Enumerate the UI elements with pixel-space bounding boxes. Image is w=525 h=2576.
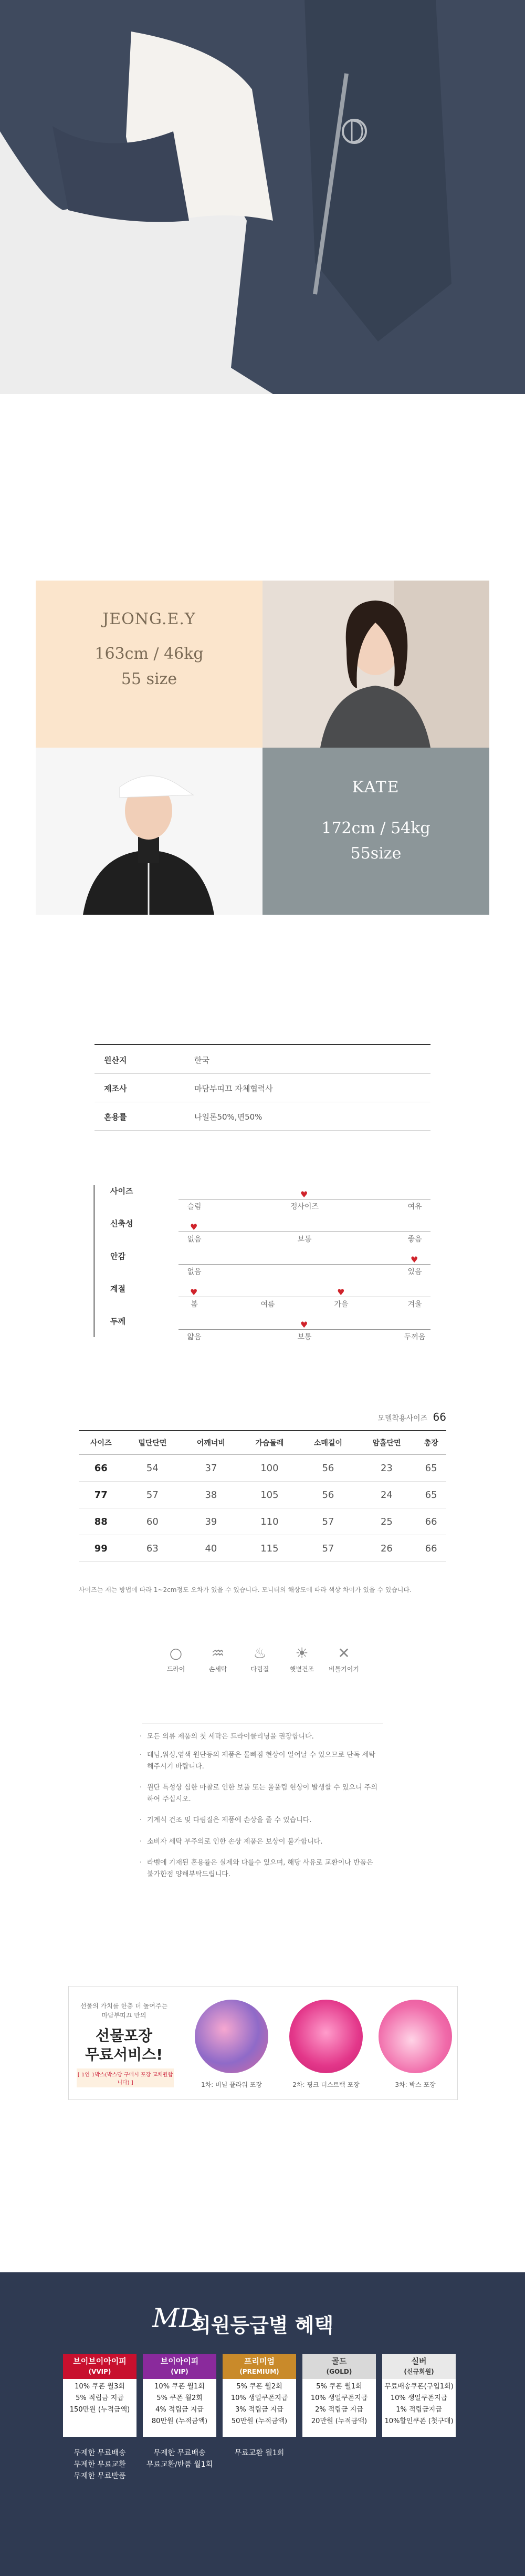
membership-title: 회원등급별 혜택 — [192, 2314, 334, 2337]
fit-option: 없음 — [187, 1268, 202, 1276]
hand-wash-icon — [200, 1644, 236, 1673]
tier-name: 브이브이아이피 — [73, 2356, 127, 2366]
size-cell: 100 — [240, 1455, 299, 1482]
spec-row-material — [94, 1102, 430, 1131]
tier-benefit: 150만원 (누적금액) — [69, 2406, 130, 2414]
size-table — [79, 1430, 446, 1562]
fit-heart-icon: ♥ — [300, 1320, 308, 1330]
fit-row — [89, 1247, 436, 1279]
tier-sub: (GOLD) — [326, 2368, 352, 2375]
tier-benefits — [143, 2379, 216, 2437]
tier-extra-benefits — [143, 2447, 216, 2470]
size-cell: 105 — [240, 1482, 299, 1508]
gift-wrap-banner — [68, 1986, 458, 2100]
no-wring-icon — [326, 1644, 362, 1673]
size-cell: 56 — [299, 1482, 358, 1508]
dry-clean-icon — [158, 1644, 194, 1673]
size-cell: 40 — [182, 1535, 240, 1562]
fit-option: 여름 — [260, 1300, 275, 1309]
fit-option: 있음 — [407, 1268, 422, 1276]
size-cell: 57 — [299, 1535, 358, 1562]
tier-benefit: 5% 적립금 지급 — [76, 2394, 124, 2402]
size-cell: 115 — [240, 1535, 299, 1562]
gift-item-label: 3차: 박스 포장 — [395, 2081, 436, 2088]
model2-stats: 172cm / 54kg — [321, 819, 430, 837]
fit-label: 두께 — [110, 1317, 125, 1326]
size-cell: 63 — [123, 1535, 182, 1562]
size-row — [79, 1482, 446, 1508]
care-note: · 라벨에 기재된 혼용률은 실제와 다를수 있으며, 해당 사유로 교환이나 반품은 불가한점 양해부탁드립니다. — [147, 1857, 378, 1880]
care-label: 다림질 — [250, 1665, 269, 1673]
fit-row — [89, 1182, 436, 1214]
size-cell: 66 — [416, 1508, 446, 1535]
fit-option: 보통 — [297, 1235, 312, 1244]
fit-option: 좋음 — [407, 1235, 422, 1244]
tier-sub: (신규회원) — [404, 2368, 434, 2375]
size-row — [79, 1455, 446, 1482]
spec-value: 나일론50%,면50% — [194, 1112, 262, 1122]
model-size-value: 66 — [433, 1411, 446, 1423]
size-cell: 24 — [358, 1482, 416, 1508]
model1-name: JEONG.E.Y — [102, 610, 196, 628]
tier-benefit: 10%할인쿠폰 (첫구매) — [384, 2417, 454, 2425]
size-row — [79, 1508, 446, 1535]
size-row — [79, 1535, 446, 1562]
care-note: · 모든 의류 제품의 첫 세탁은 드라이클리닝을 권장합니다. — [147, 1731, 378, 1743]
product-detail-photo — [0, 0, 525, 394]
size-cell: 57 — [299, 1508, 358, 1535]
care-glyph: ♨ — [253, 1644, 267, 1662]
tier-extra-benefits — [63, 2447, 136, 2482]
model2-name: KATE — [352, 778, 400, 796]
tier-extra-benefit: 무제한 무료배송 — [74, 2449, 126, 2457]
size-cell: 56 — [299, 1455, 358, 1482]
gift-badge: [ 1인 1박스(박스당 구매시 포장 교체원합니다) ] — [77, 2068, 174, 2087]
tier-column — [382, 2354, 456, 2437]
size-cell: 54 — [123, 1455, 182, 1482]
tier-benefit: 20만원 (누적금액) — [311, 2417, 368, 2425]
size-cell: 26 — [358, 1535, 416, 1562]
size-header: 사이즈 — [79, 1431, 123, 1455]
fit-option: 봄 — [191, 1300, 198, 1309]
care-label: 드라이 — [166, 1665, 185, 1673]
model1-panel — [36, 581, 262, 748]
tier-benefit: 50만원 (누적금액) — [231, 2417, 288, 2425]
fit-option: 얇음 — [187, 1333, 202, 1341]
tier-sub: (VVIP) — [88, 2368, 111, 2375]
tier-name: 브이아이피 — [160, 2356, 199, 2366]
tier-extra-benefit: 무제한 무료반품 — [74, 2472, 126, 2480]
size-cell: 66 — [416, 1535, 446, 1562]
care-note: · 데님,워싱,염색 원단등의 제품은 물빠짐 현상이 일어날 수 있으므로 단독 세탁 해주시기 바랍니다. — [147, 1750, 378, 1773]
care-note: · 소비자 세탁 부주의로 인한 손상 제품은 보상이 불가합니다. — [147, 1836, 378, 1848]
care-glyph: ○ — [169, 1644, 183, 1662]
care-label: 손세탁 — [208, 1665, 227, 1673]
tier-name: 골드 — [331, 2356, 347, 2366]
tier-column — [302, 2354, 376, 2437]
tier-benefit: 4% 적립금 지급 — [155, 2406, 204, 2414]
tier-benefits — [382, 2379, 456, 2437]
model2-panel — [262, 748, 489, 915]
tier-benefit: 10% 생일쿠폰지급 — [230, 2394, 288, 2402]
spec-label: 원산지 — [104, 1056, 127, 1065]
gift-photo-dustbag — [289, 2000, 363, 2073]
care-label: 비틀기이기 — [329, 1665, 359, 1673]
spec-label: 제조사 — [104, 1084, 127, 1093]
tier-header — [63, 2354, 136, 2379]
tier-benefits — [63, 2379, 136, 2437]
size-cell: 66 — [79, 1455, 123, 1482]
fit-row — [89, 1312, 436, 1344]
tier-benefit: 10% 생일쿠폰지급 — [390, 2394, 448, 2402]
gift-item-label: 1차: 비닐 플라워 포장 — [201, 2081, 262, 2088]
model1-stats: 163cm / 46kg — [94, 645, 204, 663]
tier-header — [302, 2354, 376, 2379]
care-note: · 원단 특성상 심한 마찰로 인한 보풀 또는 올풀림 현상이 발생할 수 있으니 주의하여 주십시오. — [147, 1782, 378, 1805]
fit-heart-icon: ♥ — [190, 1287, 198, 1297]
tier-benefit: 3% 적립금 지급 — [235, 2406, 284, 2414]
spec-value: 마담부띠끄 자체협력사 — [194, 1084, 273, 1093]
size-cell: 88 — [79, 1508, 123, 1535]
tier-column — [223, 2354, 296, 2459]
size-cell: 110 — [240, 1508, 299, 1535]
gift-photo-flower — [195, 2000, 268, 2073]
gift-intro: 선물의 가치를 한층 더 높여주는 마담부띠끄 만의 — [80, 2002, 167, 2019]
tier-benefit: 10% 쿠폰 월1회 — [154, 2383, 205, 2391]
size-header: 총장 — [416, 1431, 446, 1455]
tier-header — [223, 2354, 296, 2379]
fit-option: 슬림 — [187, 1203, 202, 1211]
sun-dry-icon — [284, 1644, 320, 1673]
model-size-note — [341, 1411, 446, 1423]
tier-benefit: 1% 적립금지급 — [396, 2406, 442, 2414]
gift-title-1: 선물포장 — [95, 2027, 153, 2044]
tier-benefit: 80만원 (누적금액) — [151, 2417, 208, 2425]
tier-extra-benefit: 무료교환/반품 월1회 — [146, 2460, 213, 2469]
size-cell: 25 — [358, 1508, 416, 1535]
spec-label: 혼용률 — [104, 1112, 127, 1122]
spec-row-maker — [94, 1073, 430, 1102]
gift-item-label: 2차: 핑크 더스트백 포장 — [292, 2081, 360, 2088]
gift-photo-box — [379, 2000, 452, 2073]
tier-sub: (PREMIUM) — [239, 2368, 279, 2375]
iron-icon — [242, 1644, 278, 1673]
size-header: 어깨너비 — [182, 1431, 240, 1455]
tier-sub: (VIP) — [171, 2368, 188, 2375]
size-cell: 23 — [358, 1455, 416, 1482]
care-glyph: ✕ — [338, 1644, 350, 1662]
tier-extra-benefits — [223, 2447, 296, 2459]
tier-name: 프리미엄 — [244, 2356, 275, 2366]
size-header: 밑단단면 — [123, 1431, 182, 1455]
size-cell: 77 — [79, 1482, 123, 1508]
tier-benefit: 10% 쿠폰 월3회 — [75, 2383, 125, 2391]
fit-option: 겨울 — [407, 1300, 422, 1309]
tier-benefit: 5% 쿠폰 월1회 — [316, 2383, 362, 2391]
svg-text:MD: MD — [152, 2303, 201, 2333]
size-cell: 60 — [123, 1508, 182, 1535]
size-cell: 38 — [182, 1482, 240, 1508]
fit-label: 안감 — [110, 1251, 125, 1261]
size-cell: 37 — [182, 1455, 240, 1482]
size-header: 암홀단면 — [358, 1431, 416, 1455]
tier-header — [382, 2354, 456, 2379]
tier-extra-benefit: 무료교환 월1회 — [234, 2449, 285, 2457]
size-header: 소매길이 — [299, 1431, 358, 1455]
fit-heart-icon: ♥ — [300, 1189, 308, 1199]
size-cell: 65 — [416, 1455, 446, 1482]
tier-extra-benefit: 무제한 무료교환 — [74, 2460, 126, 2469]
tier-benefit: 5% 쿠폰 월2회 — [236, 2383, 282, 2391]
tier-benefits — [223, 2379, 296, 2437]
tier-header — [143, 2354, 216, 2379]
fit-label: 사이즈 — [110, 1186, 133, 1196]
tier-name: 실버 — [411, 2356, 427, 2366]
size-cell: 65 — [416, 1482, 446, 1508]
tier-column — [143, 2354, 216, 2470]
fit-row — [89, 1215, 436, 1246]
tier-column — [63, 2354, 136, 2482]
spec-row-origin — [94, 1045, 430, 1074]
care-glyph: ☀ — [295, 1644, 309, 1662]
tier-benefit: 10% 생일쿠폰지급 — [310, 2394, 368, 2402]
gift-title-2: 무료서비스! — [85, 2046, 163, 2063]
size-header: 가슴둘레 — [240, 1431, 299, 1455]
model2-photo — [36, 748, 262, 915]
fit-line — [178, 1264, 430, 1265]
tier-extra-benefit: 무제한 무료배송 — [153, 2449, 206, 2457]
spec-value: 한국 — [194, 1056, 209, 1065]
model-size-label: 모델착용사이즈 — [377, 1414, 428, 1423]
tier-benefit: 2% 적립금 지급 — [315, 2406, 363, 2414]
fit-option: 없음 — [187, 1235, 202, 1244]
size-cell: 39 — [182, 1508, 240, 1535]
fit-label: 계절 — [110, 1284, 125, 1294]
fit-row — [89, 1280, 436, 1311]
care-divider — [142, 1723, 383, 1724]
tier-benefit: 5% 쿠폰 월2회 — [156, 2394, 203, 2402]
fit-option: 정사이즈 — [290, 1203, 319, 1211]
size-cell: 99 — [79, 1535, 123, 1562]
fit-heart-icon: ♥ — [337, 1287, 345, 1297]
fit-heart-icon: ♥ — [190, 1222, 198, 1232]
model2-size: 55size — [350, 844, 402, 863]
fit-heart-icon: ♥ — [411, 1255, 418, 1265]
fit-label: 신축성 — [110, 1219, 133, 1228]
fit-option: 두꺼움 — [404, 1333, 426, 1341]
fit-option: 여유 — [407, 1203, 422, 1211]
md-logo — [152, 2300, 201, 2336]
care-note: · 기계식 건조 및 다림질은 제품에 손상을 줄 수 있습니다. — [147, 1815, 378, 1826]
model1-photo — [262, 581, 489, 748]
model1-size: 55 size — [121, 670, 177, 688]
tier-benefit: 무료배송쿠폰(구입1회) — [384, 2383, 454, 2391]
fit-option: 보통 — [297, 1333, 312, 1341]
care-glyph: ♒ — [211, 1644, 225, 1662]
fit-option: 가을 — [334, 1300, 349, 1309]
size-footnote: 사이즈는 재는 방법에 따라 1~2cm정도 오차가 있을 수 있습니다. 모니터의 해상도에 따라 색상 차이가 있을 수 있습니다. — [79, 1586, 412, 1594]
care-label: 햇볕건조 — [289, 1665, 314, 1673]
size-cell: 57 — [123, 1482, 182, 1508]
tier-benefits — [302, 2379, 376, 2437]
